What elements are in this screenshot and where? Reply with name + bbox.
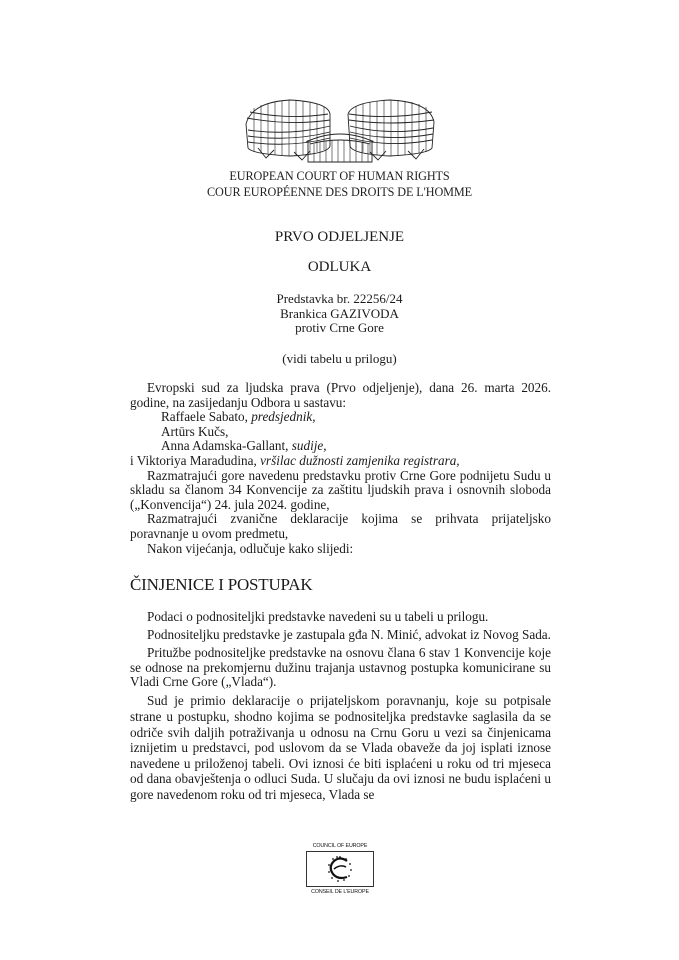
registrar-name: i Viktoriya Maradudina, [130,452,261,468]
applicant-name: Brankica GAZIVODA [280,305,399,321]
judge-role: predsjednik, [251,409,316,425]
judge-line [130,439,551,454]
judge-name: Artūrs Kučs, [161,423,229,439]
respondent-state: protiv Crne Gore [295,320,384,335]
judge-name: Raffaele Sabato, [161,409,252,425]
council-of-europe-footer [304,843,376,895]
council-of-europe-logo-icon [306,851,374,887]
court-building-logo-icon [244,96,436,164]
section-heading-facts: ČINJENICE I POSTUPAK [130,575,313,595]
registrar-role: vršilac dužnosti zamjenika registrara, [260,452,460,468]
judge-line [130,425,551,440]
facts-paragraph: Podnositeljku predstavke je zastupala gđa N. Minić, advokat iz Novog Sada. [147,626,551,642]
section-title: PRVO ODJELJENJE [274,229,405,245]
facts-paragraph: Podaci o podnositeljki predstavke navedeni su u tabeli u prilogu. [147,608,489,624]
registrar-line [130,454,551,469]
see-appended-table-note: (vidi tabelu u prilogu) [282,351,397,366]
preamble-paragraph: Nakon vijećanja, odlučuje kako slijedi: [147,540,354,556]
judge-line [130,410,551,425]
court-name-french: COUR EUROPÉENNE DES DROITS DE L'HOMME [207,185,472,199]
council-of-europe-label-en: COUNCIL OF EUROPE [312,843,368,849]
document-type-title: ODLUKA [307,259,372,275]
facts-paragraph: Sud je primio deklaracije o prijateljskom poravnanju, koje su potpisale strane u postupku, shodno kojima se podnositeljka predstavke saglasila da se odriče svih daljih potraživanja u odnosu na Crnu Goru u vezi sa činjenicama iznijetim u predstavci, pod uslovom da se Vlada obaveže da joj isplati iznose navedene u priloženoj tabeli. Ovi iznosi će biti isplaćeni u roku od tri mjeseca od dana obavještenja o odluci Suda. U slučaju da ovi iznosi ne budu isplaćeni u gore navedenom roku od tri mjeseca, Vlada se [130,693,551,803]
facts-paragraph: Pritužbe podnositeljke predstavke na osnovu člana 6 stav 1 Konvencije koje se odnose na prekomjernu dužinu trajanja ustavnog postupka komunicirane su Vladi Crne Gore („Vlada“). [130,645,551,690]
decision-body [130,381,551,803]
application-number: Predstavka br. 22256/24 [276,291,403,306]
preamble-paragraph: Razmatrajući gore navedenu predstavku protiv Crne Gore podnijetu Sudu u skladu sa članom 34 Konvencije za zaštitu ljudskih prava i osnovnih sloboda („Konvencija“) 24. jula 2024. godine, [130,467,551,512]
preamble-paragraph: Razmatrajući zvanične deklaracije kojima se prihvata prijateljsko poravnanje u ovom predmetu, [130,511,551,541]
judge-name: Anna Adamska-Gallant, [161,438,292,454]
preamble-intro: Evropski sud za ljudska prava (Prvo odjeljenje), dana 26. marta 2026. godine, na zasijedanju Odbora u sastavu: [130,380,551,410]
court-name-english: EUROPEAN COURT OF HUMAN RIGHTS [229,169,450,183]
judge-role: sudije, [291,438,327,454]
council-of-europe-label-fr: CONSEIL DE L'EUROPE [311,889,369,895]
